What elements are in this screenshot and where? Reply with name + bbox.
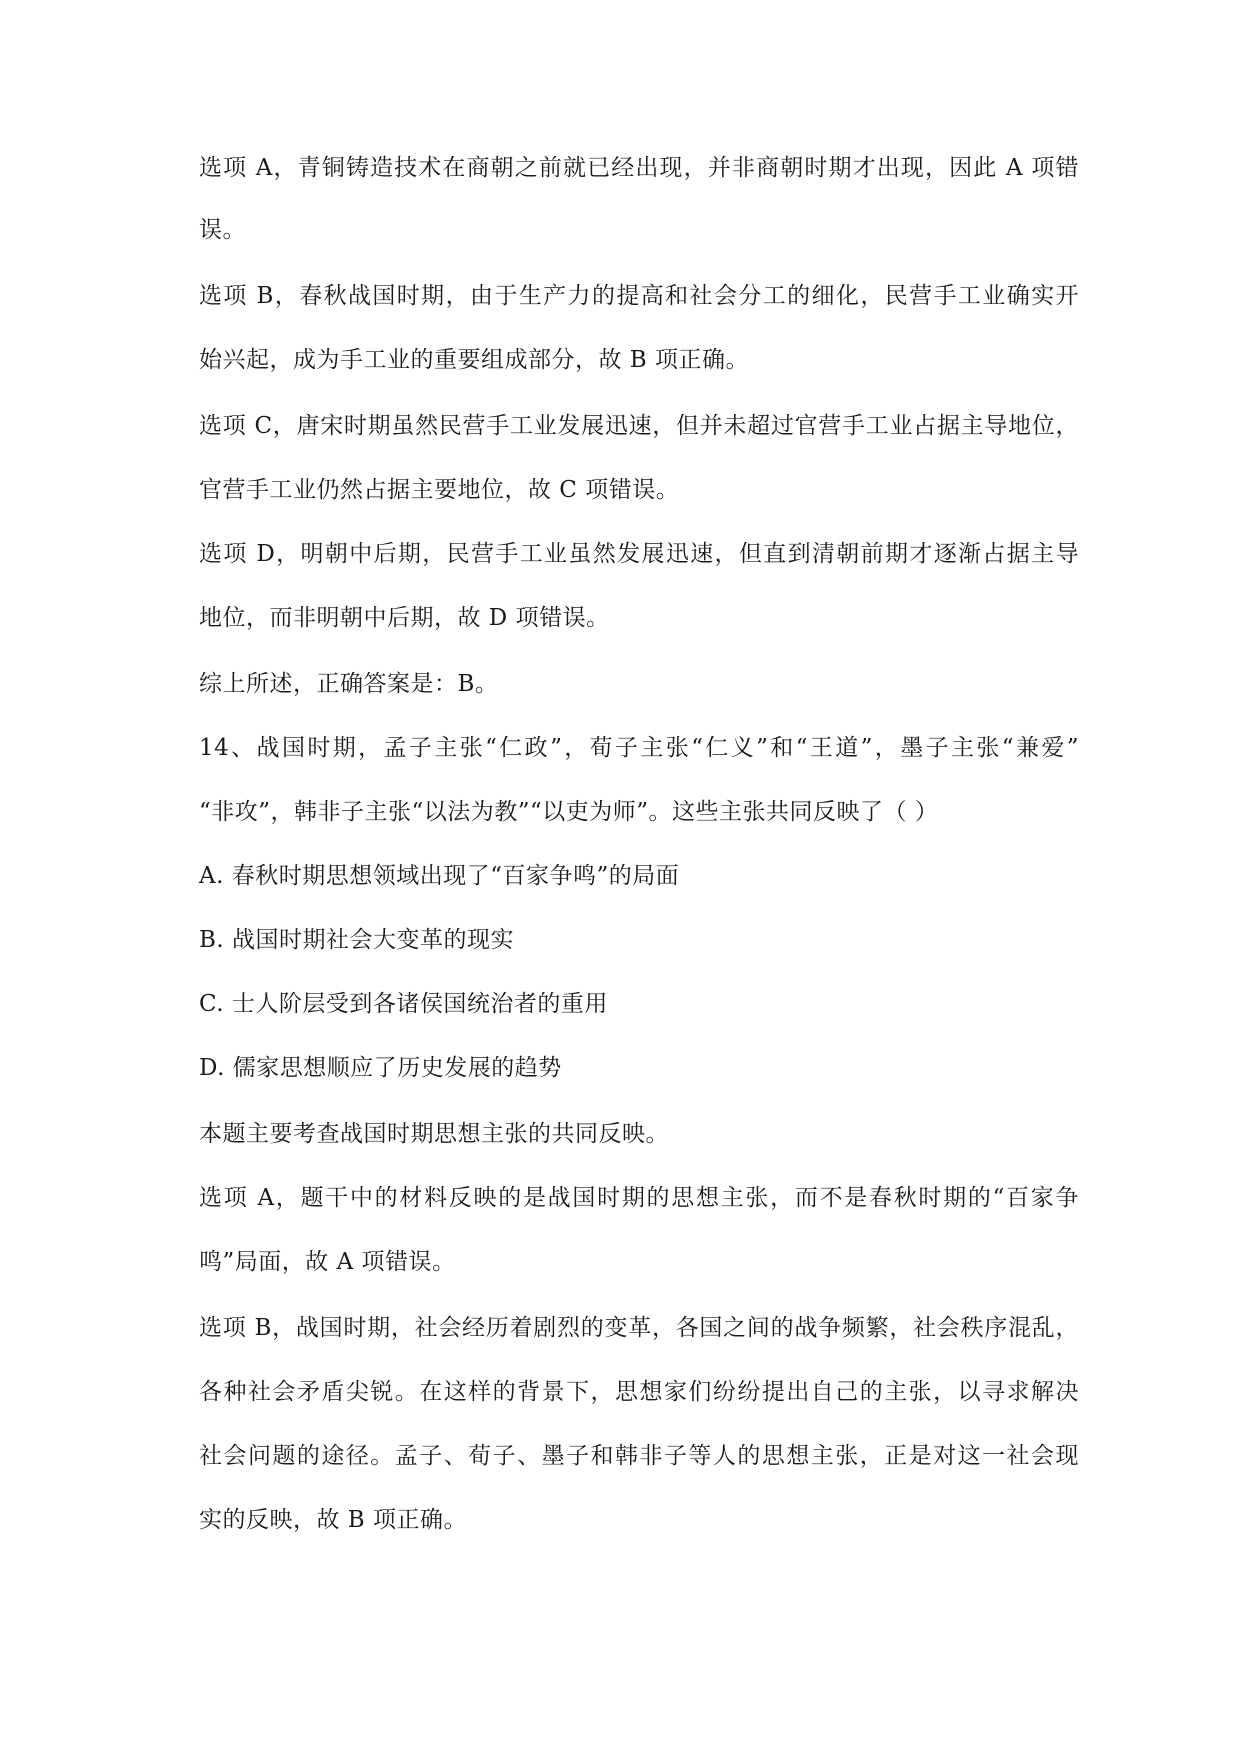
prev-option-d-line-1: 选项 D，明朝中后期，民营手工业虽然发展迅速，但直到清朝前期才逐渐占据主导: [199, 541, 1079, 567]
prev-option-a-line-1: 选项 A，青铜铸造技术在商朝之前就已经出现，并非商朝时期才出现，因此 A 项错: [199, 155, 1079, 181]
prev-option-b-line-1: 选项 B，春秋战国时期，由于生产力的提高和社会分工的细化，民营手工业确实开: [199, 283, 1079, 309]
question14-intro: 本题主要考查战国时期思想主张的共同反映。: [199, 1121, 669, 1147]
prev-option-b-line-2: 始兴起，成为手工业的重要组成部分，故 B 项正确。: [199, 347, 750, 373]
q14-option-b-line-3: 社会问题的途径。孟子、荀子、墨子和韩非子等人的思想主张，正是对这一社会现: [199, 1443, 1079, 1469]
prev-option-a-line-2: 误。: [199, 217, 246, 243]
question14-choice-b: B. 战国时期社会大变革的现实: [199, 927, 515, 953]
prev-option-d-line-2: 地位，而非明朝中后期，故 D 项错误。: [199, 605, 610, 631]
prev-conclusion: 综上所述，正确答案是：B。: [199, 671, 499, 697]
question14-choice-a: A. 春秋时期思想领域出现了“百家争鸣”的局面: [199, 863, 680, 889]
question14-choice-c: C. 士人阶层受到各诸侯国统治者的重用: [199, 991, 608, 1017]
question14-stem-line-2: “非攻”，韩非子主张“以法为教”“以吏为师”。这些主张共同反映了（ ）: [199, 799, 939, 825]
q14-option-a-line-2: 鸣”局面，故 A 项错误。: [199, 1249, 456, 1275]
question14-choice-d: D. 儒家思想顺应了历史发展的趋势: [199, 1055, 562, 1081]
q14-option-b-line-1: 选项 B，战国时期，社会经历着剧烈的变革，各国之间的战争频繁，社会秩序混乱，: [199, 1315, 1079, 1341]
prev-option-c-line-2: 官营手工业仍然占据主要地位，故 C 项错误。: [199, 477, 680, 503]
q14-option-b-line-4: 实的反映，故 B 项正确。: [199, 1507, 468, 1533]
prev-option-c-line-1: 选项 C，唐宋时期虽然民营手工业发展迅速，但并未超过官营手工业占据主导地位，: [199, 413, 1079, 439]
question14-stem-line-1: 14、战国时期，孟子主张“仁政”，荀子主张“仁义”和“王道”，墨子主张“兼爱”: [199, 735, 1079, 761]
q14-option-a-line-1: 选项 A，题干中的材料反映的是战国时期的思想主张，而不是春秋时期的“百家争: [199, 1185, 1079, 1211]
q14-option-b-line-2: 各种社会矛盾尖锐。在这样的背景下，思想家们纷纷提出自己的主张，以寻求解决: [199, 1379, 1079, 1405]
